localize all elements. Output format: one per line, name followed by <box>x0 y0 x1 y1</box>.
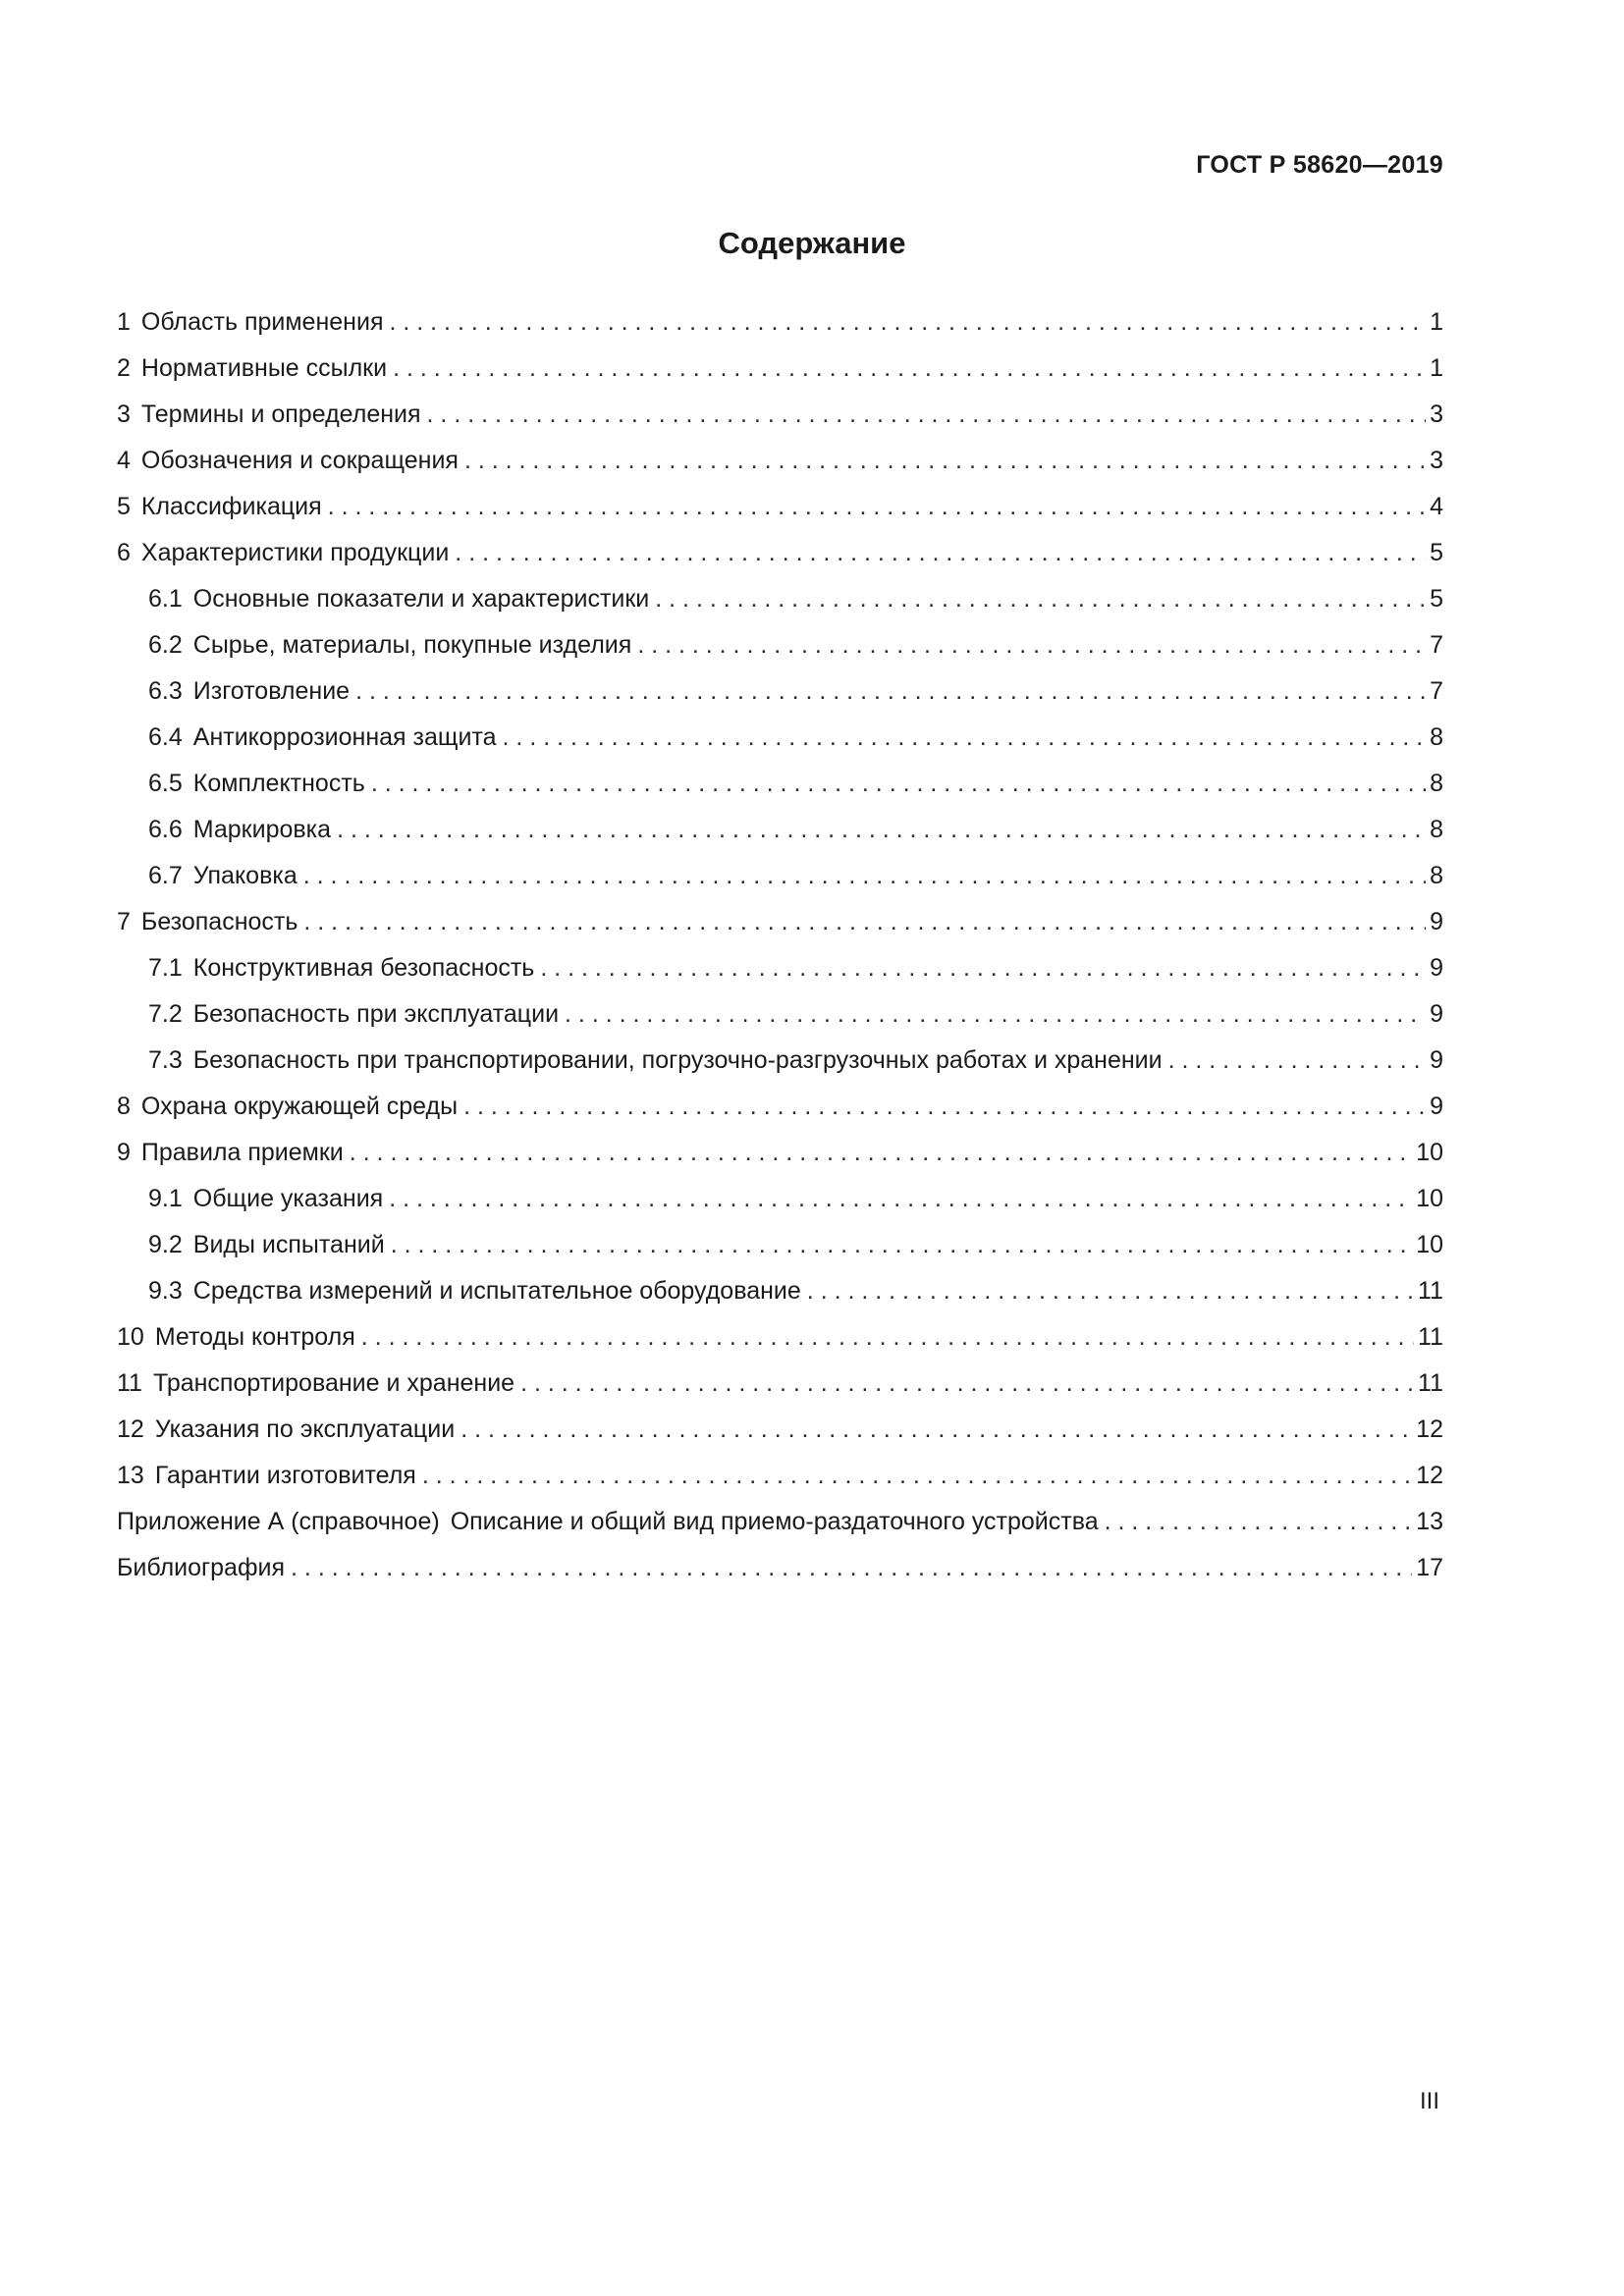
toc-entry-page: 11 <box>1418 1369 1443 1397</box>
toc-entry-number: 5 <box>117 493 131 520</box>
toc-entry-number: 1 <box>117 308 131 336</box>
toc-entry-page: 11 <box>1418 1323 1443 1351</box>
toc-dot-leader <box>463 1084 1426 1130</box>
toc-dot-leader <box>540 945 1426 991</box>
toc-dot-leader <box>361 1314 1414 1361</box>
toc-entry[interactable] <box>117 807 1443 853</box>
toc-entry-page: 9 <box>1430 1000 1443 1028</box>
toc-entry-label: Маркировка <box>192 816 332 843</box>
toc-entry[interactable] <box>117 346 1443 392</box>
toc-entry[interactable] <box>117 1176 1443 1222</box>
toc-dot-leader <box>460 1407 1412 1453</box>
toc-dot-leader <box>455 530 1426 576</box>
toc-entry-label: Упаковка <box>192 862 298 889</box>
toc-entry-number: 12 <box>117 1415 144 1443</box>
toc-entry-page: 3 <box>1430 447 1443 474</box>
toc-entry-page: 12 <box>1416 1415 1443 1443</box>
toc-title: Содержание <box>718 226 906 260</box>
toc-dot-leader <box>520 1361 1414 1407</box>
toc-dot-leader <box>391 1222 1413 1268</box>
toc-entry-label: Библиография <box>117 1554 286 1581</box>
toc-entry-number: 6.2 <box>148 631 183 659</box>
toc-entry-label: Виды испытаний <box>192 1231 385 1258</box>
toc-entry[interactable] <box>117 1038 1443 1084</box>
toc-entry-label: Сырье, материалы, покупные изделия <box>192 631 632 659</box>
toc-dot-leader <box>807 1268 1414 1314</box>
toc-entry-label: Нормативные ссылки <box>140 354 388 382</box>
table-of-contents <box>117 299 1443 1591</box>
toc-entry-number: 8 <box>117 1093 131 1120</box>
toc-entry[interactable] <box>117 1361 1443 1407</box>
toc-entry-label: Классификация <box>140 493 322 520</box>
toc-entry[interactable] <box>117 438 1443 484</box>
toc-entry-page: 1 <box>1430 308 1443 336</box>
toc-entry-number: 6.6 <box>148 816 183 843</box>
toc-dot-leader <box>291 1545 1412 1591</box>
toc-entry[interactable] <box>117 1268 1443 1314</box>
toc-entry[interactable] <box>117 668 1443 715</box>
toc-entry-page: 10 <box>1416 1231 1443 1258</box>
toc-dot-leader <box>427 392 1426 438</box>
toc-entry-label: Общие указания <box>192 1185 384 1212</box>
toc-dot-leader <box>350 1130 1412 1176</box>
toc-entry-number: 6.5 <box>148 770 183 797</box>
toc-entry[interactable] <box>117 299 1443 346</box>
toc-entry-page: 3 <box>1430 400 1443 428</box>
toc-entry-page: 7 <box>1430 631 1443 659</box>
toc-entry-label: Область применения <box>140 308 384 336</box>
toc-dot-leader <box>355 668 1426 715</box>
toc-entry-label: Безопасность при эксплуатации <box>192 1000 560 1028</box>
toc-entry-page: 4 <box>1430 493 1443 520</box>
toc-dot-leader <box>565 991 1426 1038</box>
toc-entry-number: 7.2 <box>148 1000 183 1028</box>
toc-entry-page: 8 <box>1430 816 1443 843</box>
toc-entry-page: 10 <box>1416 1185 1443 1212</box>
toc-entry-number: 7 <box>117 908 131 935</box>
toc-entry[interactable] <box>117 991 1443 1038</box>
toc-entry-label: Антикоррозионная защита <box>192 723 497 751</box>
toc-dot-leader <box>303 853 1426 899</box>
toc-entry-label: Изготовление <box>192 677 351 705</box>
toc-entry-page: 9 <box>1430 954 1443 982</box>
toc-dot-leader <box>393 346 1426 392</box>
toc-entry[interactable] <box>117 1314 1443 1361</box>
toc-entry-page: 17 <box>1416 1554 1443 1581</box>
toc-entry[interactable] <box>117 484 1443 530</box>
toc-entry-number: Приложение А (справочное) <box>117 1508 440 1535</box>
toc-entry-label: Комплектность <box>192 770 365 797</box>
toc-entry-label: Безопасность <box>140 908 298 935</box>
toc-entry[interactable] <box>117 899 1443 945</box>
toc-dot-leader <box>389 1176 1412 1222</box>
toc-entry-page: 8 <box>1430 770 1443 797</box>
toc-entry-number: 6 <box>117 539 131 566</box>
toc-entry-page: 9 <box>1430 908 1443 935</box>
toc-entry-number: 7.1 <box>148 954 183 982</box>
toc-entry[interactable] <box>117 1545 1443 1591</box>
toc-entry-page: 10 <box>1416 1139 1443 1166</box>
toc-entry-number: 6.1 <box>148 585 183 613</box>
toc-entry[interactable] <box>117 1453 1443 1499</box>
toc-entry[interactable] <box>117 715 1443 761</box>
toc-entry-label: Конструктивная безопасность <box>192 954 535 982</box>
toc-entry-label: Гарантии изготовителя <box>154 1462 416 1489</box>
toc-entry-number: 10 <box>117 1323 144 1351</box>
toc-entry[interactable] <box>117 576 1443 622</box>
toc-dot-leader <box>389 299 1426 346</box>
toc-entry-page: 9 <box>1430 1093 1443 1120</box>
toc-dot-leader <box>655 576 1426 622</box>
toc-entry-label: Охрана окружающей среды <box>140 1093 459 1120</box>
toc-entry-page: 8 <box>1430 723 1443 751</box>
toc-entry-page: 5 <box>1430 585 1443 613</box>
toc-entry-label: Термины и определения <box>140 400 421 428</box>
toc-entry-number: 6.3 <box>148 677 183 705</box>
toc-entry[interactable] <box>117 1222 1443 1268</box>
document-code: ГОСТ Р 58620—2019 <box>1196 151 1443 179</box>
toc-entry-label: Методы контроля <box>154 1323 355 1351</box>
toc-entry-label: Основные показатели и характеристики <box>192 585 650 613</box>
toc-entry-page: 1 <box>1430 354 1443 382</box>
toc-dot-leader <box>371 761 1426 807</box>
toc-entry[interactable] <box>117 1407 1443 1453</box>
toc-dot-leader <box>328 484 1426 530</box>
toc-entry-page: 5 <box>1430 539 1443 566</box>
toc-entry-number: 9.3 <box>148 1277 183 1305</box>
toc-entry[interactable] <box>117 945 1443 991</box>
toc-entry-number: 11 <box>117 1369 142 1397</box>
toc-entry-number: 4 <box>117 447 131 474</box>
toc-entry[interactable] <box>117 1084 1443 1130</box>
toc-dot-leader <box>1105 1499 1413 1545</box>
toc-entry-label: Безопасность при транспортировании, погрузочно-разгрузочных работах и хранении <box>192 1046 1163 1074</box>
toc-entry-number: 3 <box>117 400 131 428</box>
toc-entry-number: 9.1 <box>148 1185 183 1212</box>
toc-dot-leader <box>303 899 1426 945</box>
toc-entry-page: 9 <box>1430 1046 1443 1074</box>
toc-entry[interactable] <box>117 392 1443 438</box>
toc-entry[interactable] <box>117 1499 1443 1545</box>
toc-entry-label: Средства измерений и испытательное оборудование <box>192 1277 801 1305</box>
toc-entry-number: 2 <box>117 354 131 382</box>
toc-entry[interactable] <box>117 853 1443 899</box>
toc-entry-label: Транспортирование и хранение <box>152 1369 515 1397</box>
toc-entry-number: 7.3 <box>148 1046 183 1074</box>
toc-dot-leader <box>637 622 1426 668</box>
toc-entry-label: Описание и общий вид приемо-раздаточного устройства <box>450 1508 1099 1535</box>
toc-entry-label: Правила приемки <box>140 1139 344 1166</box>
toc-entry-page: 12 <box>1416 1462 1443 1489</box>
page-number: III <box>1419 2088 1439 2114</box>
toc-entry-page: 11 <box>1418 1277 1443 1305</box>
toc-entry-number: 6.4 <box>148 723 183 751</box>
toc-dot-leader <box>422 1453 1412 1499</box>
toc-entry[interactable] <box>117 761 1443 807</box>
toc-entry-page: 8 <box>1430 862 1443 889</box>
toc-entry-number: 13 <box>117 1462 144 1489</box>
toc-dot-leader <box>337 807 1426 853</box>
toc-entry-number: 9.2 <box>148 1231 183 1258</box>
toc-entry[interactable] <box>117 530 1443 576</box>
toc-entry-number: 9 <box>117 1139 131 1166</box>
toc-entry-number: 6.7 <box>148 862 183 889</box>
toc-entry-label: Характеристики продукции <box>140 539 450 566</box>
toc-entry-page: 7 <box>1430 677 1443 705</box>
toc-dot-leader <box>1168 1038 1426 1084</box>
toc-dot-leader <box>464 438 1426 484</box>
toc-entry-page: 13 <box>1416 1508 1443 1535</box>
toc-entry-label: Обозначения и сокращения <box>140 447 459 474</box>
toc-entry-label: Указания по эксплуатации <box>154 1415 456 1443</box>
toc-entry[interactable] <box>117 622 1443 668</box>
toc-entry[interactable] <box>117 1130 1443 1176</box>
toc-dot-leader <box>503 715 1426 761</box>
